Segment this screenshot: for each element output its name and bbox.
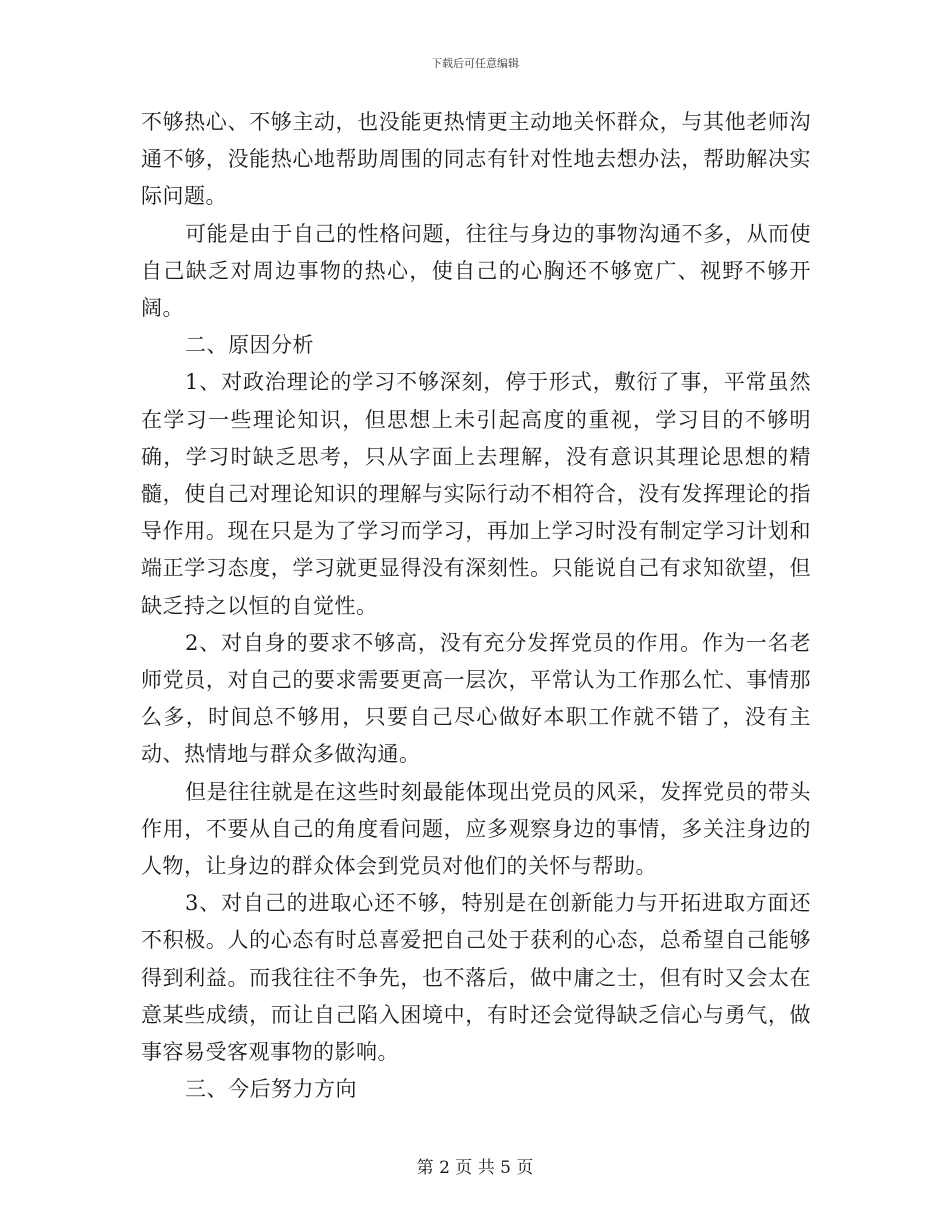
paragraph-2: 可能是由于自己的性格问题，往往与身边的事物沟通不多，从而使自己缺乏对周边事物的热心，使自己的心胸还不够宽广、视野不够开阔。 [141, 221, 811, 321]
section-heading-future-direction: 三、今后努力方向 [185, 1077, 357, 1102]
document-body [141, 104, 811, 1108]
paragraph-cause-3: 3、对自己的进取心还不够，特别是在创新能力与开拓进取方面还不积极。人的心态有时总喜爱把自己处于获利的心态，总希望自己能够得到利益。而我往往不争先，也不落后，做中庸之士，但有时又会太在意某些成绩，而让自己陷入困境中，有时还会觉得缺乏信心与勇气，做事容易受客观事物的影响。 [141, 891, 811, 1065]
page-footer: 第 2 页 共 5 页 [416, 1158, 534, 1178]
paragraph-cause-2: 2、对自身的要求不够高，没有充分发挥党员的作用。作为一名老师党员，对自己的要求需要更高一层次，平常认为工作那么忙、事情那么多，时间总不够用，只要自己尽心做好本职工作就不错了，没有主动、热情地与群众多做沟通。 [141, 630, 811, 767]
paragraph-cause-1: 1、对政治理论的学习不够深刻，停于形式，敷衍了事，平常虽然在学习一些理论知识，但思想上未引起高度的重视，学习目的不够明确，学习时缺乏思考，只从字面上去理解，没有意识其理论思想的精髓，使自己对理论知识的理解与实际行动不相符合，没有发挥理论的指导作用。现在只是为了学习而学习，再加上学习时没有制定学习计划和端正学习态度，学习就更显得没有深刻性。只能说自己有求知欲望，但缺乏持之以恒的自觉性。 [141, 370, 811, 618]
section-heading-cause-analysis: 二、原因分析 [185, 333, 314, 358]
page-header: 下载后可任意编辑 [431, 57, 519, 70]
paragraph-1: 不够热心、不够主动，也没能更热情更主动地关怀群众，与其他老师沟通不够，没能热心地帮助周围的同志有针对性地去想办法，帮助解决实际问题。 [141, 110, 811, 209]
paragraph-cause-2-continued: 但是往往就是在这些时刻最能体现出党员的风采，发挥党员的带头作用，不要从自己的角度看问题，应多观察身边的事情，多关注身边的人物，让身边的群众体会到党员对他们的关怀与帮助。 [141, 779, 811, 879]
